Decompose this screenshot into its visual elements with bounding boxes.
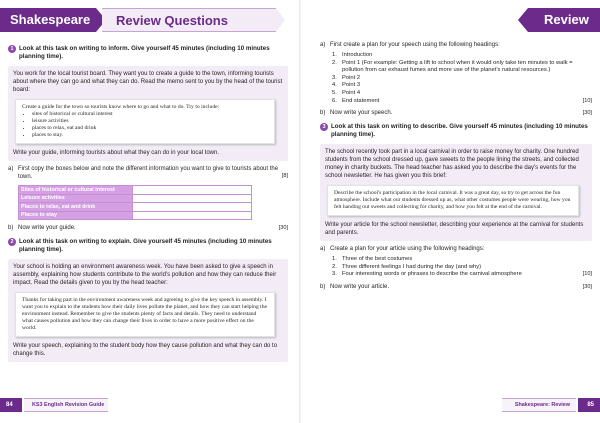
table-cell-label: Places to stay (19, 211, 133, 220)
table-cell-blank (133, 194, 252, 203)
task-text: You work for the local tourist board. They want you to create a guide to the town, informing tourists about where they can go and what they can do. Read the memo sent to you by the head of the tourist board: (13, 71, 283, 93)
mark: [30] (582, 110, 592, 117)
planning-table (18, 185, 252, 220)
memo-item: • sites of historical or cultural interest (32, 111, 268, 118)
question-3-task (320, 144, 592, 241)
task-closing: Write your guide, informing tourists about what they can do in your local town. (13, 150, 219, 156)
table-cell-blank (133, 211, 252, 220)
mark: [8] (281, 173, 288, 179)
right-page (320, 41, 592, 291)
table-cell-label: Sites of historical or cultural interest (19, 186, 133, 195)
question-1-prompt: 1 Look at this task on writing to inform. Give yourself 45 minutes (including 10 minutes planning time). (8, 45, 288, 61)
question-2b: b) Now write your speech. [30] (320, 110, 592, 117)
plan-item: 3. Four interesting words or phrases to describe the carnival atmosphere [10] (332, 271, 592, 278)
mark: [30] (278, 225, 288, 231)
mark: [10] (582, 97, 592, 104)
footer-text: KS3 English Revision Guide (24, 398, 108, 412)
memo-item: • places to relax, eat and drink (32, 125, 268, 132)
memo-list (32, 111, 268, 139)
plan-item: 3. Point 2 (332, 74, 361, 81)
question-number-badge: 3 (320, 123, 328, 131)
table-row (19, 203, 252, 212)
task-closing: Write your article for the school newsletter, describing your experience at the carnival for students and parents. (325, 222, 584, 237)
page-number: 84 (0, 398, 22, 412)
task-text: The school recently took part in a local carnival in order to raise money for charity. One hundred students from the school dressed up, gave sweets to the people lining the streets, and collected money in charity buckets. The head teacher has asked you to describe the day's events for the school newsletter. He has given you this brief: (325, 149, 579, 180)
plan-item: 4. Point 3 (332, 82, 361, 89)
section-tab: Shakespeare (0, 8, 96, 32)
question-3b: b) Now write your article. [30] (320, 283, 592, 290)
table-row (19, 211, 252, 220)
memo-item: • places to stay. (32, 132, 268, 139)
mark: [10] (582, 271, 592, 278)
footer-text: Shakespeare: Review (502, 398, 576, 412)
plan-item: 1. Introduction (332, 52, 373, 58)
footer-left (0, 398, 110, 412)
memo-intro: Create a guide for the town so tourists know where to go and what to do. Try to include: (22, 104, 220, 110)
question-2-task (8, 259, 288, 362)
question-3-prompt: 3 Look at this task on writing to describe. Give yourself 45 minutes (including 10 minutes planning time). (320, 123, 592, 139)
table-cell-label: Leisure activities (19, 194, 133, 203)
question-2-prompt: 2 Look at this task on writing to explain. Give yourself 45 minutes (including 10 minutes planning time). (8, 238, 288, 254)
plan-item: 1. Three of the best costumes (332, 256, 413, 263)
plan-item: 2. Point 1 (For example: Getting a lift to school when it would only take ten minutes to walk = pollution from car exhaust fumes and more use of the planet's natural resources.) (332, 59, 573, 74)
plan-item: 5. Point 4 (332, 89, 361, 96)
memo-card (15, 99, 275, 144)
question-1b: b) Now write your guide. [30] (8, 225, 288, 231)
review-tab: Review (528, 8, 600, 32)
question-1-task (8, 66, 288, 161)
table-cell-blank (133, 186, 252, 195)
plan-item: 6. End statement [10] (332, 97, 592, 104)
table-cell-label: Places to relax, eat and drink (19, 203, 133, 212)
page-number: 85 (578, 398, 600, 412)
plan-item: 2. Three different feelings I had during the day (and why) (332, 263, 482, 270)
task-text: Your school is holding an environment awareness week. You have been asked to give a speech in assembly, explaining how students contribute to the world's pollution and how they can reduce their impact. Read the details given to you by the head teacher: (13, 264, 277, 286)
memo-card: Thanks for taking part in the environment awareness week and agreeing to give the key speech in assembly. I want you to explain to the students how their daily lives pollute the planet, and how they can start helping the environment instead. Remember to give the students plenty of facts and details. They need to understand what causes pollution and how they can change their lives in order to have a more positive effect on the world. (15, 292, 275, 337)
task-closing: Write your speech, explaining to the student body how they cause pollution and what they can do to change this. (13, 343, 278, 357)
article-plan-list (332, 256, 592, 279)
question-number-badge: 2 (8, 238, 16, 246)
page-gutter (299, 0, 301, 423)
memo-card: Describe the school's participation in the local carnival. It was a great day, so try to get across the fun atmosphere. Include what our students dressed up as, what other costumes people were wearing, how you felt handing out sweets and collecting for charity, and how you felt at the end of the carnival. (327, 185, 579, 216)
table-cell-blank (133, 203, 252, 212)
table-row (19, 186, 252, 195)
question-3a: a) Create a plan for your article using the following headings: (320, 246, 485, 253)
mark: [30] (582, 283, 592, 290)
speech-plan-list (332, 52, 592, 105)
question-number-badge: 1 (8, 45, 16, 53)
question-2a: a) First create a plan for your speech using the following headings: (320, 42, 500, 48)
page-title: Review Questions (102, 8, 276, 32)
footer-right (500, 398, 600, 412)
left-page (8, 45, 288, 362)
question-1a: a) First copy the boxes below and note the different information you want to give to tourists about the town. (8, 166, 279, 180)
table-row (19, 194, 252, 203)
header-left (0, 8, 282, 32)
memo-item: • leisure activities (32, 118, 268, 125)
